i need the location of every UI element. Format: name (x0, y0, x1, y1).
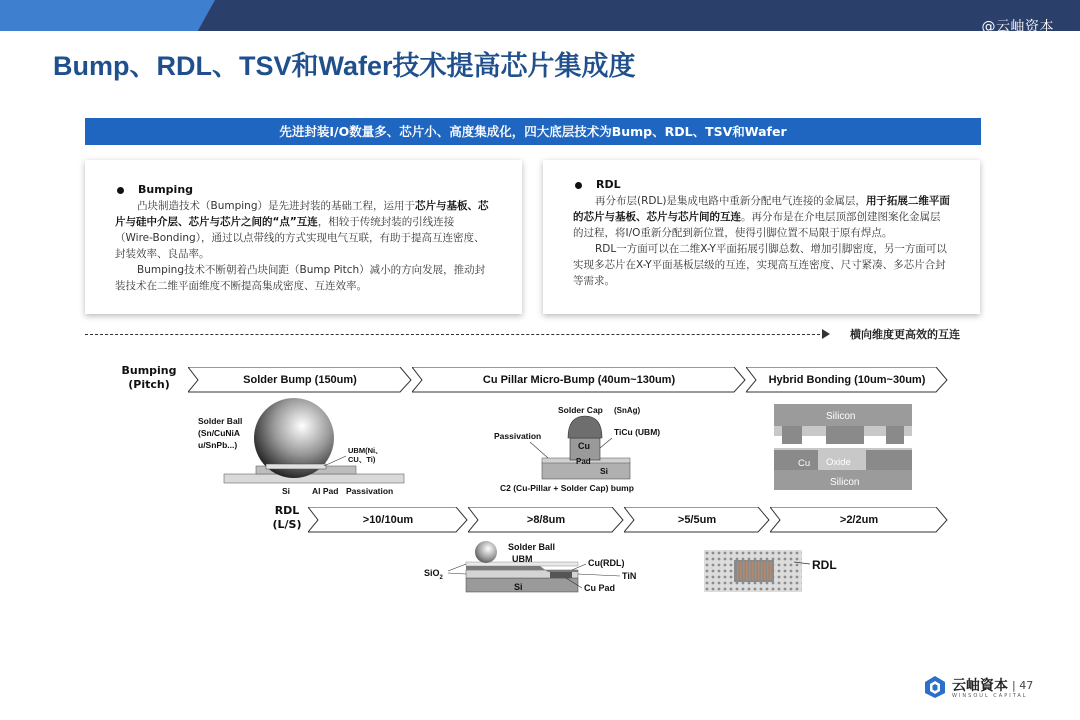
bumping-p1-text-c: ，相较于传统封装的引线连接（Wire-Bonding），通过以点带线的方式实现电气互联，有助于提高互连密度、封装效率、良品率。 (115, 216, 485, 260)
al-pad-label: Al Pad (312, 486, 339, 496)
chevron-rdl-5 (624, 507, 770, 533)
chevron-rdl-5-label: >5/5um (677, 514, 717, 526)
solder-bump-diagram (196, 396, 416, 500)
hybrid-silicon-top: Silicon (826, 411, 856, 422)
chevron-cu-pillar (412, 367, 746, 393)
passivation-label: Passivation (346, 486, 394, 496)
rdl-row-label-line1: RDL (274, 504, 300, 517)
bumping-heading (117, 182, 492, 198)
rdl-paragraph-1 (573, 193, 950, 241)
pad-label: Pad (576, 457, 591, 466)
bullet-icon (575, 182, 582, 189)
pillar-passivation-label: Passivation (494, 431, 542, 441)
solder-ball-composition-2: u/SnPb...) (198, 440, 238, 450)
rdl-chip-label: RDL (812, 558, 837, 572)
cu-label: Cu (578, 441, 590, 451)
chevron-hybrid-bonding-label: Hybrid Bonding (10um~30um) (768, 374, 926, 386)
chevron-cu-pillar-label: Cu Pillar Micro-Bump (40um~130um) (482, 374, 676, 386)
bumping-row-label (118, 364, 180, 392)
chevron-rdl-10-label: >10/10um (362, 514, 414, 526)
rdl-p1-emphasis: 用于拓展二维平面的芯片与基板、芯片与芯片间的互连 (573, 195, 950, 223)
rdl-cross-section-diagram (422, 538, 648, 598)
chevron-rdl-10 (308, 507, 468, 533)
bumping-row-label-line2: (Pitch) (128, 378, 170, 391)
rdl-solder-ball-label: Solder Ball (508, 542, 556, 552)
si-label: Si (282, 486, 291, 496)
footer-brand-sub: WINSOUL CAPITAL (952, 693, 1028, 699)
chevron-rdl-8-label: >8/8um (526, 514, 566, 526)
rdl-chip-top-view (704, 550, 844, 594)
rdl-ubm-label: UBM (512, 554, 533, 564)
bullet-icon (117, 187, 124, 194)
top-bar (0, 0, 1080, 31)
hybrid-bonding-diagram (774, 404, 916, 492)
rdl-paragraph-2: RDL一方面可以在二维X-Y平面拓展引脚总数、增加引脚密度，另一方面可以实现多芯片在X-Y平面基板层级的互连，实现高互连密度、尺寸紧凑、多芯片合封等需求。 (573, 243, 947, 287)
bumping-card (85, 160, 522, 314)
bumping-paragraph-1 (115, 198, 492, 262)
c2-bump-caption: C2 (Cu-Pillar + Solder Cap) bump (500, 483, 634, 493)
page-title: Bump、RDL、TSV和Wafer技术提高芯片集成度 (53, 51, 636, 81)
solder-ball-composition-1: (Sn/CuNiA (198, 428, 241, 438)
hybrid-oxide-label: Oxide (826, 457, 851, 468)
rdl-si-label: Si (514, 582, 523, 592)
chevron-solder-bump-label: Solder Bump (150um) (243, 374, 357, 386)
hybrid-cu-label: Cu (798, 458, 811, 469)
solder-ball-label: Solder Ball (198, 416, 243, 426)
ubm-label-1: UBM(Ni、 (348, 446, 383, 455)
solder-cap-label: Solder Cap (558, 405, 603, 415)
rdl-sio2-label: SiO$_2$ (424, 568, 443, 581)
top-bar-accent (0, 0, 215, 31)
hybrid-silicon-bottom: Silicon (830, 477, 860, 488)
page-number: | 47 (1012, 679, 1034, 692)
trend-dashed-line (85, 334, 825, 335)
rdl-row-label (264, 504, 310, 532)
rdl-row-label-line2: (L/S) (272, 518, 302, 531)
bumping-p1-text-a: 凸块制造技术（Bumping）是先进封装的基础工程，运用于 (137, 200, 415, 212)
rdl-p1-text-c: 。再分布是在介电层顶部创建图案化金属层的过程，将I/O重新分配到新位置，使得引脚位置不局限于原有焊点。 (573, 211, 941, 239)
rdl-tin-label: TiN (622, 571, 637, 581)
ubm-label-2: CU、Ti) (348, 455, 376, 464)
chevron-rdl-2 (770, 507, 948, 533)
rdl-heading-text: RDL (596, 178, 621, 191)
chevron-rdl-2-label: >2/2um (839, 514, 879, 526)
rdl-card (543, 160, 980, 314)
pillar-si-label: Si (600, 466, 609, 476)
brand-logo-icon (923, 675, 947, 699)
rdl-heading (575, 177, 950, 193)
trend-label: 横向维度更高效的互连 (850, 328, 960, 341)
bumping-row-label-line1: Bumping (121, 364, 177, 377)
rdl-p1-text-a: 再分布层(RDL)是集成电路中重新分配电气连接的金属层， (595, 195, 866, 207)
watermark: @云岫资本 (981, 19, 1054, 35)
bumping-p1-emphasis: 芯片与基板、芯片与硅中介层、芯片与芯片之间的“点”互连 (115, 200, 489, 228)
bumping-heading-text: Bumping (138, 183, 194, 196)
chevron-rdl-8 (468, 507, 624, 533)
chevron-hybrid-bonding (746, 367, 948, 393)
rdl-cu-pad-label: Cu Pad (584, 583, 616, 593)
chevron-solder-bump (188, 367, 412, 393)
summary-banner: 先进封装I/O数量多、芯片小、高度集成化，四大底层技术为Bump、RDL、TSV和Wafer (85, 118, 981, 145)
bumping-paragraph-2: Bumping技术不断朝着凸块间距（Bump Pitch）减小的方向发展，推动封装技术在二维平面维度不断提高集成密度、互连效率。 (115, 264, 486, 292)
arrow-right-icon (822, 329, 830, 339)
ticu-label: TiCu (UBM) (614, 427, 661, 437)
cu-pillar-diagram (492, 400, 672, 494)
footer-brand: 云岫資本 (952, 678, 1008, 694)
rdl-cu-rdl-label: Cu(RDL) (588, 558, 625, 568)
snag-label: (SnAg) (614, 406, 641, 415)
